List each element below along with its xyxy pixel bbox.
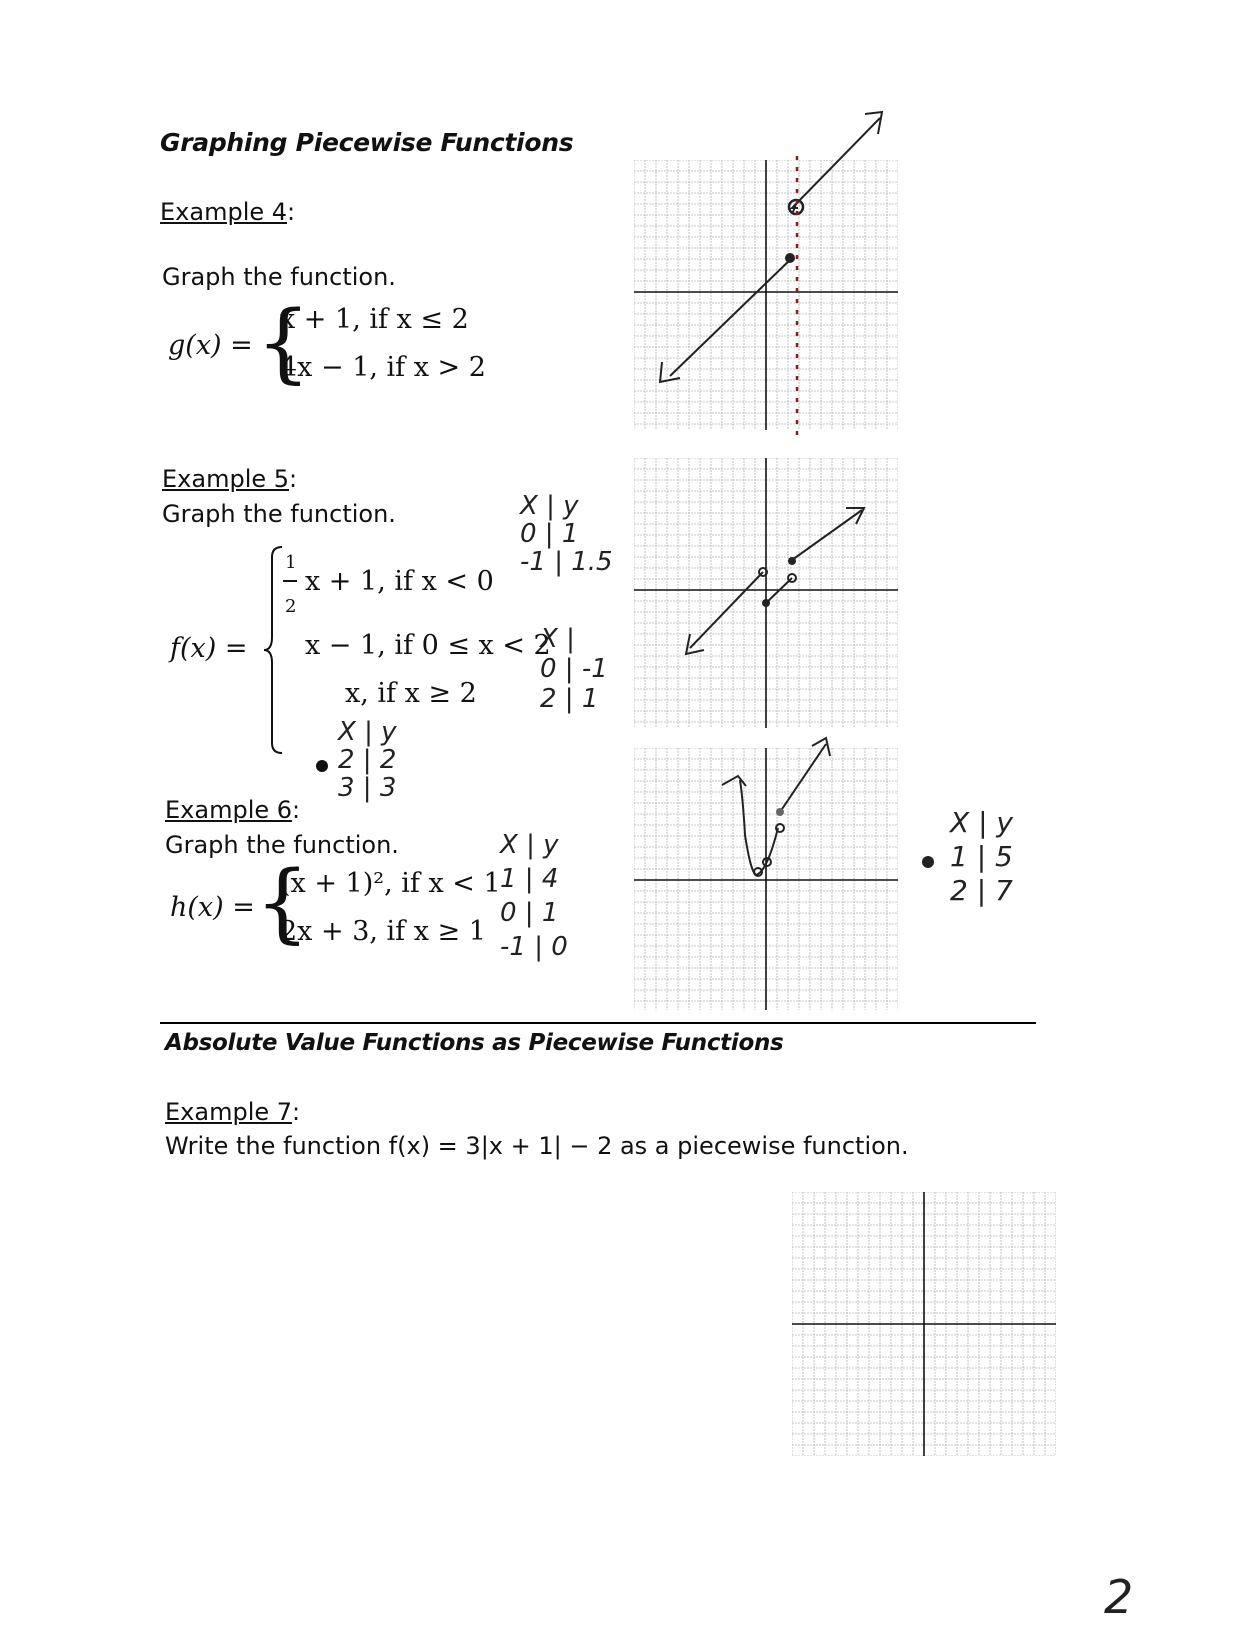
arrow-head-icon [722, 776, 746, 786]
arrow-head-icon [660, 362, 680, 382]
example-5-label: Example 5: [162, 465, 298, 493]
section-title: Graphing Piecewise Functions [160, 128, 574, 157]
ex5-middle-segment [766, 578, 792, 603]
example-5-brace [262, 545, 286, 755]
ex5-line-left [690, 572, 763, 648]
ex4-line-lower [670, 258, 792, 376]
example-5-function-name: f(x) = [170, 633, 248, 664]
example-5-piece-3: x, if x ≥ 2 [345, 678, 477, 709]
example-5-fraction-denominator: 2 [285, 596, 297, 617]
hand-drawn-graphs [600, 100, 920, 1020]
ex6-closed-point [776, 808, 784, 816]
example-4-instruction: Graph the function. [162, 263, 396, 291]
handwritten-table-ex5-a: X | y 0 | 1 -1 | 1.5 [520, 491, 613, 577]
example-6-brace: { [255, 853, 310, 953]
handwritten-table-ex6-a: X | y 1 | 4 0 | 1 -1 | 0 [500, 830, 568, 962]
example-5-fraction-bar [283, 580, 297, 582]
example-4-label: Example 4: [160, 198, 296, 226]
example-4-brace: { [256, 293, 311, 393]
example-6-label: Example 6: [165, 796, 301, 824]
ex6-line [780, 744, 826, 812]
ex5-closed-point [788, 557, 796, 565]
example-6-piece-1: (x + 1)², if x < 1 [280, 868, 501, 899]
example-4-piece-1: x + 1, if x ≤ 2 [280, 304, 469, 335]
handwritten-table-ex6-b: X | y 1 | 5 2 | 7 [950, 806, 1013, 907]
bullet-dot [922, 856, 934, 868]
example-5-fraction-numerator: 1 [285, 552, 297, 573]
ex5-closed-point [762, 599, 770, 607]
ex5-line-right [792, 510, 862, 560]
example-5-piece-1: x + 1, if x < 0 [305, 566, 494, 597]
section-2-title: Absolute Value Functions as Piecewise Functions [165, 1030, 784, 1056]
example-4-piece-2: 4x − 1, if x > 2 [280, 352, 486, 383]
ex6-parabola [740, 780, 778, 875]
handwritten-table-ex5-b: X | 0 | -1 2 | 1 [540, 624, 608, 714]
ex4-closed-point [785, 253, 795, 263]
arrow-head-icon [812, 738, 830, 756]
example-7-label: Example 7: [165, 1098, 301, 1126]
example-6-piece-2: 2x + 3, if x ≥ 1 [280, 916, 486, 947]
page-number: 2 [1104, 1570, 1134, 1624]
example-4-function-name: g(x) = [168, 330, 253, 361]
ex4-line-upper [792, 118, 880, 208]
example-5-piece-2: x − 1, if 0 ≤ x < 2 [305, 630, 551, 661]
handwritten-table-ex5-c: X | y 2 | 2 3 | 3 [338, 717, 397, 803]
example-6-function-name: h(x) = [170, 892, 255, 923]
example-7-instruction: Write the function f(x) = 3|x + 1| − 2 as a piecewise function. [165, 1132, 909, 1160]
section-divider [160, 1022, 1036, 1024]
bullet-dot [316, 760, 328, 772]
graph-grid-example-7 [792, 1192, 1056, 1456]
example-6-instruction: Graph the function. [165, 831, 399, 859]
example-5-instruction: Graph the function. [162, 500, 396, 528]
